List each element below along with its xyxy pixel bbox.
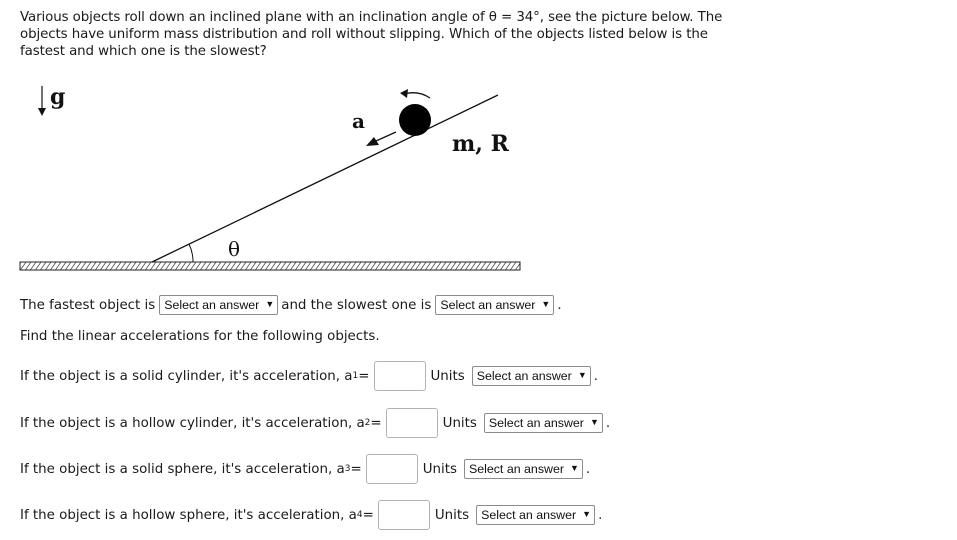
hollow-cylinder-input[interactable] [386,408,438,438]
period: . [557,297,562,313]
chevron-down-icon: ▼ [582,509,592,519]
row-hollow-sphere: If the object is a hollow sphere, it's acceleration, a 4 = Units Select an answer ▼ . [20,500,602,530]
mass-radius-label: m, R [452,131,509,157]
chevron-down-icon: ▼ [541,299,551,309]
rotation-arrow [404,93,430,98]
hollow-sphere-input[interactable] [378,500,430,530]
chevron-down-icon: ▼ [577,370,587,380]
chevron-down-icon: ▼ [589,417,599,427]
incline-line [152,95,498,262]
slowest-select[interactable]: Select an answer ▼ [435,295,554,315]
solid-sphere-input[interactable] [366,454,418,484]
acceleration-arrow [376,132,396,141]
solid-sphere-units-select[interactable]: Select an answer ▼ [464,459,583,479]
fastest-slowest-row [20,295,562,315]
hollow-cylinder-units-select[interactable]: Select an answer ▼ [484,413,603,433]
row-solid-cylinder: If the object is a solid cylinder, it's acceleration, a 1 = Units Select an answer ▼ . [20,361,598,391]
hollow-sphere-units-select[interactable]: Select an answer ▼ [476,505,595,525]
row-solid-sphere: If the object is a solid sphere, it's acceleration, a 3 = Units Select an answer ▼ . [20,454,590,484]
middle-text: and the slowest one is [281,297,432,313]
row-hollow-cylinder: If the object is a hollow cylinder, it's acceleration, a 2 = Units Select an answer ▼ . [20,408,610,438]
solid-cylinder-input[interactable] [374,361,426,391]
ground [20,262,520,270]
fastest-select[interactable]: Select an answer ▼ [159,295,278,315]
angle-label: θ [228,237,241,261]
chevron-down-icon: ▼ [570,463,579,473]
chevron-down-icon: ▼ [265,299,275,309]
acceleration-label: a [352,109,365,133]
gravity-label: g [50,84,66,110]
question-intro: Various objects roll down an inclined plane with an inclination angle of θ = 34°, see the picture below. The objects have uniform mass distribution and roll without slipping. Which of the objects listed below is the fastest and which one is the slowest? [20,10,723,59]
fastest-prefix: The fastest object is [20,297,156,313]
angle-arc [189,244,193,262]
incline-figure [18,80,528,280]
rolling-ball [399,104,431,136]
solid-cylinder-units-select[interactable]: Select an answer ▼ [472,366,591,386]
find-prompt: Find the linear accelerations for the following objects. [20,329,380,344]
